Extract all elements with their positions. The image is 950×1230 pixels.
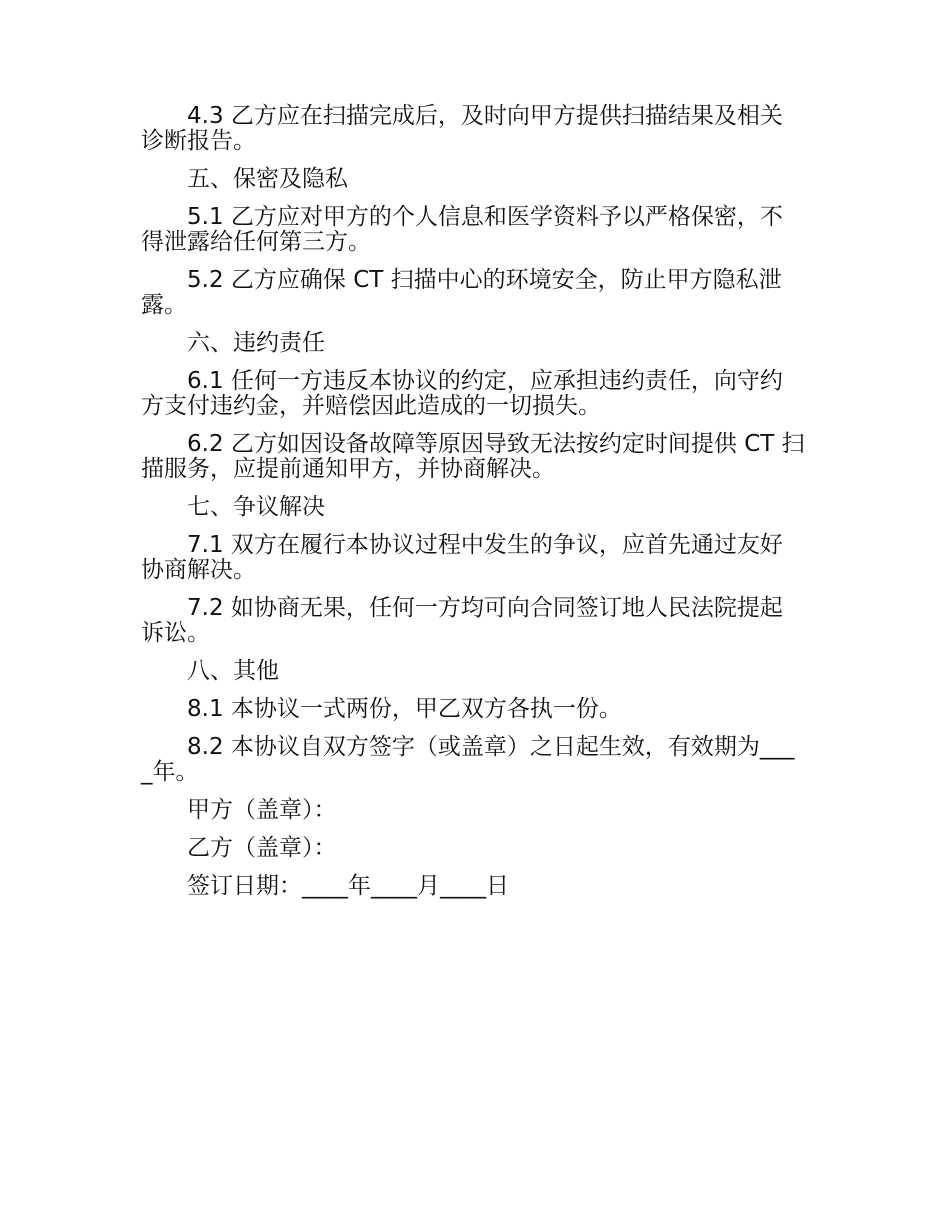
section-heading-liability: 六、违约责任 — [187, 330, 325, 356]
section-heading-confidentiality: 五、保密及隐私 — [187, 166, 348, 192]
clause-6-2: 6.2 乙方如因设备故障等原因导致无法按约定时间提供 CT 扫描服务，应提前通知甲方，并协商解决。 — [141, 431, 805, 482]
clause-7-2: 7.2 如协商无果，任何一方均可向合同签订地人民法院提起诉讼。 — [141, 595, 783, 646]
document-page — [141, 104, 805, 912]
clause-5-1: 5.1 乙方应对甲方的个人信息和医学资料予以严格保密，不得泄露给任何第三方。 — [141, 204, 783, 255]
signing-date-line: 签订日期：____年____月____日 — [187, 873, 509, 899]
clause-4-3: 4.3 乙方应在扫描完成后，及时向甲方提供扫描结果及相关诊断报告。 — [141, 103, 783, 154]
party-a-signature-line: 甲方（盖章）： — [187, 797, 337, 823]
party-b-signature-line: 乙方（盖章）： — [187, 835, 337, 861]
clause-7-1: 7.1 双方在履行本协议过程中发生的争议，应首先通过友好协商解决。 — [141, 532, 783, 583]
clause-8-2: 8.2 本协议自双方签字（或盖章）之日起生效，有效期为____年。 — [141, 734, 795, 785]
clause-6-1: 6.1 任何一方违反本协议的约定，应承担违约责任，向守约方支付违约金，并赔偿因此造成的一切损失。 — [141, 368, 783, 419]
clause-5-2: 5.2 乙方应确保 CT 扫描中心的环境安全，防止甲方隐私泄露。 — [141, 267, 782, 318]
clause-8-1: 8.1 本协议一式两份，甲乙双方各执一份。 — [187, 696, 622, 722]
section-heading-other: 八、其他 — [187, 658, 279, 684]
section-heading-dispute: 七、争议解决 — [187, 494, 325, 520]
